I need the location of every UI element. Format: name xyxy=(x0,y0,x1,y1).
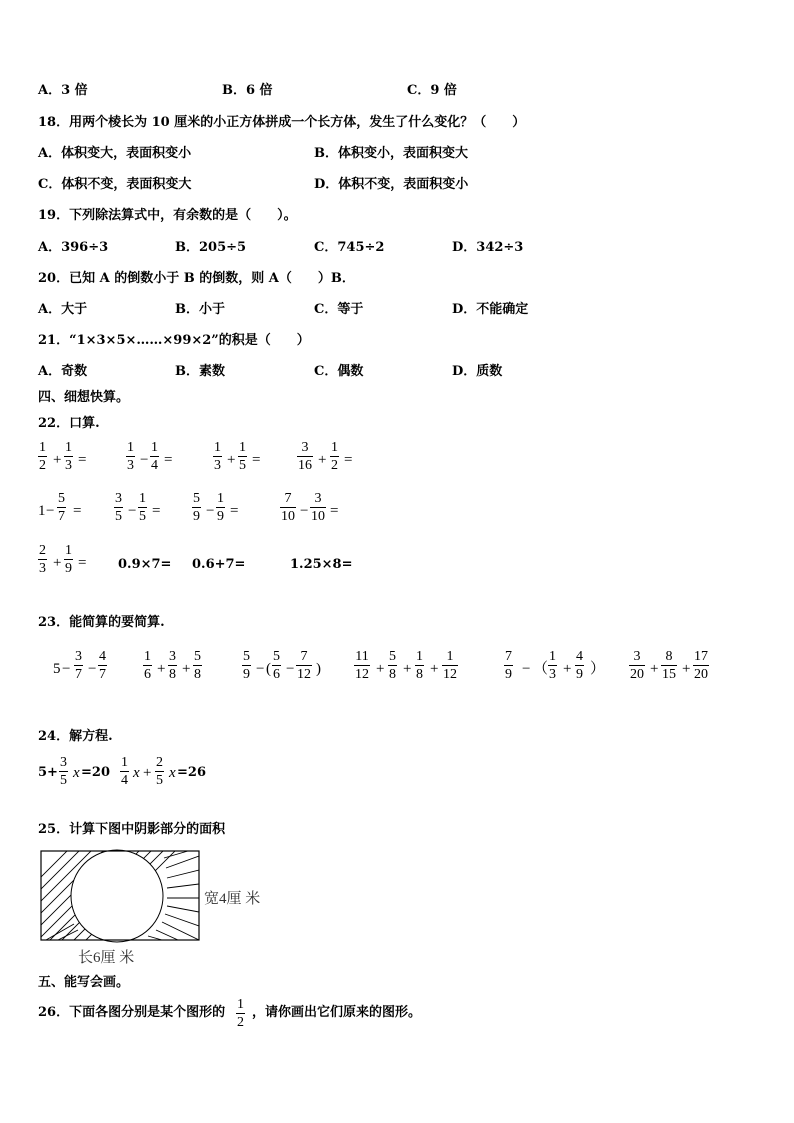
minus-sign: − xyxy=(128,503,137,519)
numerator: 7 xyxy=(505,649,512,664)
minus-sign: − xyxy=(140,452,149,468)
numerator: 3 xyxy=(115,491,122,506)
denominator: 7 xyxy=(99,667,106,682)
q18-option-b[interactable]: B．体积变小，表面积变大 xyxy=(314,146,468,161)
denominator: 8 xyxy=(389,667,396,682)
numerator: 5 xyxy=(273,649,280,664)
plus-sign: + xyxy=(430,661,439,677)
fraction xyxy=(126,440,135,473)
numerator: 3 xyxy=(169,649,176,664)
q20-option-a[interactable]: A．大于 xyxy=(38,302,88,317)
q18-stem: 18．用两个棱长为 10 厘米的小正方体拼成一个长方体，发生了什么变化？（ ） xyxy=(38,115,526,130)
numerator: 2 xyxy=(156,755,163,770)
variable-x: x xyxy=(133,765,140,781)
fraction xyxy=(442,649,458,682)
numerator: 1 xyxy=(65,440,72,455)
equation-suffix: =20 xyxy=(81,765,110,780)
equals-sign: = xyxy=(164,452,173,468)
fraction xyxy=(213,440,222,473)
q24-title: 24．解方程. xyxy=(38,729,113,744)
numerator: 1 xyxy=(144,649,151,664)
denominator: 9 xyxy=(576,667,583,682)
denominator: 10 xyxy=(311,509,325,524)
denominator: 5 xyxy=(139,509,146,524)
fraction xyxy=(64,440,73,473)
numerator: 1 xyxy=(549,649,556,664)
numerator: 5 xyxy=(58,491,65,506)
numerator: 1 xyxy=(446,649,454,664)
fraction xyxy=(114,491,123,524)
number-one: 1 xyxy=(38,503,46,519)
numerator: 4 xyxy=(576,649,583,664)
minus-sign: − xyxy=(46,503,55,519)
fraction xyxy=(272,649,281,682)
denominator: 15 xyxy=(662,667,676,682)
equals-sign: = xyxy=(78,555,87,571)
q19-option-c[interactable]: C．745÷2 xyxy=(314,240,385,255)
numerator: 3 xyxy=(75,649,82,664)
numerator: 2 xyxy=(39,543,46,558)
fraction xyxy=(38,440,47,473)
q18-option-c[interactable]: C．体积不变，表面积变大 xyxy=(38,177,192,192)
numerator: 5 xyxy=(389,649,396,664)
denominator: 5 xyxy=(115,509,122,524)
plus-sign: + xyxy=(318,452,327,468)
length-label: 长6厘 米 xyxy=(78,950,135,966)
numerator: 7 xyxy=(284,491,292,506)
denominator: 5 xyxy=(239,458,246,473)
plus-sign: + xyxy=(143,765,152,781)
fraction xyxy=(280,491,296,524)
variable-x: x xyxy=(73,765,80,781)
denominator: 12 xyxy=(297,667,311,682)
denominator: 5 xyxy=(60,773,67,788)
right-paren: ) xyxy=(316,661,321,677)
equation-suffix: =26 xyxy=(177,765,206,780)
equals-sign: = xyxy=(330,503,339,519)
fraction xyxy=(193,649,202,682)
numerator: 3 xyxy=(314,491,322,506)
minus-sign: − xyxy=(286,661,295,677)
denominator: 2 xyxy=(331,458,338,473)
numerator: 1 xyxy=(121,755,128,770)
left-paren: （ xyxy=(533,661,549,677)
q18-option-a[interactable]: A．体积变大，表面积变小 xyxy=(38,146,192,161)
denominator: 12 xyxy=(355,667,369,682)
plus-sign: + xyxy=(563,661,572,677)
denominator: 4 xyxy=(121,773,128,788)
fraction xyxy=(415,649,424,682)
equals-sign: = xyxy=(73,503,82,519)
denominator: 8 xyxy=(194,667,201,682)
q21-stem: 21．“1×3×5×……×99×2”的积是（ ） xyxy=(38,333,310,348)
plus-sign: + xyxy=(227,452,236,468)
oral-item: 1.25×8= xyxy=(290,557,353,572)
denominator: 2 xyxy=(39,458,46,473)
plus-sign: + xyxy=(157,661,166,677)
shaded-area-figure xyxy=(38,848,203,944)
fraction xyxy=(310,491,326,524)
numerator: 1 xyxy=(331,440,338,455)
fraction xyxy=(296,649,312,682)
denominator: 8 xyxy=(169,667,176,682)
numerator: 3 xyxy=(633,649,641,664)
fraction xyxy=(548,649,557,682)
numerator: 1 xyxy=(65,543,72,558)
denominator: 12 xyxy=(443,667,457,682)
minus-sign: − xyxy=(256,661,265,677)
denominator: 6 xyxy=(144,667,151,682)
q21-option-d[interactable]: D．质数 xyxy=(452,364,503,379)
denominator: 9 xyxy=(193,509,200,524)
left-paren: ( xyxy=(266,661,271,677)
fraction xyxy=(297,440,313,473)
q20-option-b[interactable]: B．小于 xyxy=(175,302,225,317)
q26-stem-before: 26．下面各图分别是某个图形的 xyxy=(38,1005,226,1020)
oral-item: 0.6+7= xyxy=(192,557,246,572)
minus-sign: − xyxy=(300,503,309,519)
equals-sign: = xyxy=(78,452,87,468)
denominator: 10 xyxy=(281,509,295,524)
fraction xyxy=(57,491,66,524)
q19-option-b[interactable]: B．205÷5 xyxy=(175,240,247,255)
minus-sign: − xyxy=(206,503,215,519)
numerator: 1 xyxy=(217,491,224,506)
denominator: 2 xyxy=(237,1015,244,1030)
number-five: 5 xyxy=(53,661,61,677)
q17-option-c[interactable]: C．9 倍 xyxy=(407,83,457,98)
fraction xyxy=(330,440,339,473)
numerator: 1 xyxy=(237,997,244,1012)
fraction xyxy=(504,649,513,682)
section-five-heading: 五、能写会画。 xyxy=(38,975,130,990)
q22-title: 22．口算. xyxy=(38,416,100,431)
q25-title: 25．计算下图中阴影部分的面积 xyxy=(38,822,226,837)
plus-sign: + xyxy=(53,555,62,571)
plus-sign: + xyxy=(53,452,62,468)
denominator: 9 xyxy=(65,561,72,576)
q21-option-c[interactable]: C．偶数 xyxy=(314,364,364,379)
fraction xyxy=(661,649,677,682)
numerator: 3 xyxy=(60,755,67,770)
q20-option-c[interactable]: C．等于 xyxy=(314,302,364,317)
denominator: 6 xyxy=(273,667,280,682)
q20-stem: 20．已知 A 的倒数小于 B 的倒数，则 A（ ）B． xyxy=(38,271,355,286)
fraction xyxy=(236,997,245,1030)
fraction xyxy=(74,649,83,682)
denominator: 3 xyxy=(214,458,221,473)
denominator: 3 xyxy=(39,561,46,576)
fraction xyxy=(575,649,584,682)
numerator: 1 xyxy=(151,440,158,455)
fraction xyxy=(629,649,645,682)
fraction xyxy=(59,755,68,788)
fraction xyxy=(98,649,107,682)
plus-sign: + xyxy=(376,661,385,677)
equals-sign: = xyxy=(230,503,239,519)
plus-sign: + xyxy=(650,661,659,677)
denominator: 9 xyxy=(243,667,250,682)
denominator: 3 xyxy=(65,458,72,473)
minus-sign: − xyxy=(62,661,71,677)
q21-option-b[interactable]: B．素数 xyxy=(175,364,225,379)
minus-sign: − xyxy=(88,661,97,677)
fraction xyxy=(150,440,159,473)
section-four-heading: 四、细想快算。 xyxy=(38,390,130,405)
equation-prefix: 5+ xyxy=(38,765,58,780)
denominator: 4 xyxy=(151,458,158,473)
q17-option-a[interactable]: A．3 倍 xyxy=(38,83,88,98)
q19-option-d[interactable]: D．342÷3 xyxy=(452,240,524,255)
fraction xyxy=(168,649,177,682)
denominator: 16 xyxy=(298,458,312,473)
denominator: 20 xyxy=(630,667,644,682)
right-paren: ） xyxy=(590,661,606,677)
equals-sign: = xyxy=(252,452,261,468)
numerator: 1 xyxy=(239,440,246,455)
width-label: 宽4厘 米 xyxy=(204,891,261,907)
denominator: 8 xyxy=(416,667,423,682)
numerator: 5 xyxy=(243,649,250,664)
denominator: 5 xyxy=(156,773,163,788)
equals-sign: = xyxy=(152,503,161,519)
numerator: 8 xyxy=(665,649,673,664)
fraction xyxy=(192,491,201,524)
inner-circle xyxy=(71,850,163,942)
numerator: 7 xyxy=(300,649,308,664)
q19-option-a[interactable]: A．396÷3 xyxy=(38,240,109,255)
numerator: 5 xyxy=(193,491,200,506)
equals-sign: = xyxy=(344,452,353,468)
numerator: 17 xyxy=(694,649,708,664)
denominator: 20 xyxy=(694,667,708,682)
plus-sign: + xyxy=(182,661,191,677)
numerator: 11 xyxy=(355,649,369,664)
numerator: 4 xyxy=(99,649,106,664)
fraction xyxy=(242,649,251,682)
q20-option-d[interactable]: D．不能确定 xyxy=(452,302,529,317)
fraction xyxy=(64,543,73,576)
numerator: 1 xyxy=(127,440,134,455)
denominator: 3 xyxy=(549,667,556,682)
q18-option-d[interactable]: D．体积不变，表面积变小 xyxy=(314,177,469,192)
numerator: 1 xyxy=(416,649,423,664)
numerator: 1 xyxy=(39,440,46,455)
denominator: 7 xyxy=(58,509,65,524)
denominator: 9 xyxy=(505,667,512,682)
fraction xyxy=(38,543,47,576)
q23-title: 23．能简算的要简算. xyxy=(38,615,165,630)
numerator: 3 xyxy=(301,440,309,455)
q17-option-b[interactable]: B．6 倍 xyxy=(222,83,273,98)
fraction xyxy=(138,491,147,524)
q19-stem: 19．下列除法算式中，有余数的是（ ）。 xyxy=(38,208,297,223)
numerator: 1 xyxy=(214,440,221,455)
numerator: 5 xyxy=(194,649,201,664)
fraction xyxy=(216,491,225,524)
minus-sign: − xyxy=(522,661,531,677)
fraction xyxy=(120,755,129,788)
fraction xyxy=(155,755,164,788)
q26-stem-after: ，请你画出它们原来的图形。 xyxy=(252,1005,422,1020)
denominator: 3 xyxy=(127,458,134,473)
oral-item: 0.9×7= xyxy=(118,557,172,572)
denominator: 9 xyxy=(217,509,224,524)
fraction xyxy=(693,649,709,682)
fraction xyxy=(143,649,152,682)
fraction xyxy=(388,649,397,682)
denominator: 7 xyxy=(75,667,82,682)
numerator: 1 xyxy=(139,491,146,506)
variable-x: x xyxy=(169,765,176,781)
fraction xyxy=(238,440,247,473)
fraction xyxy=(354,649,370,682)
plus-sign: + xyxy=(682,661,691,677)
q21-option-a[interactable]: A．奇数 xyxy=(38,364,88,379)
plus-sign: + xyxy=(403,661,412,677)
